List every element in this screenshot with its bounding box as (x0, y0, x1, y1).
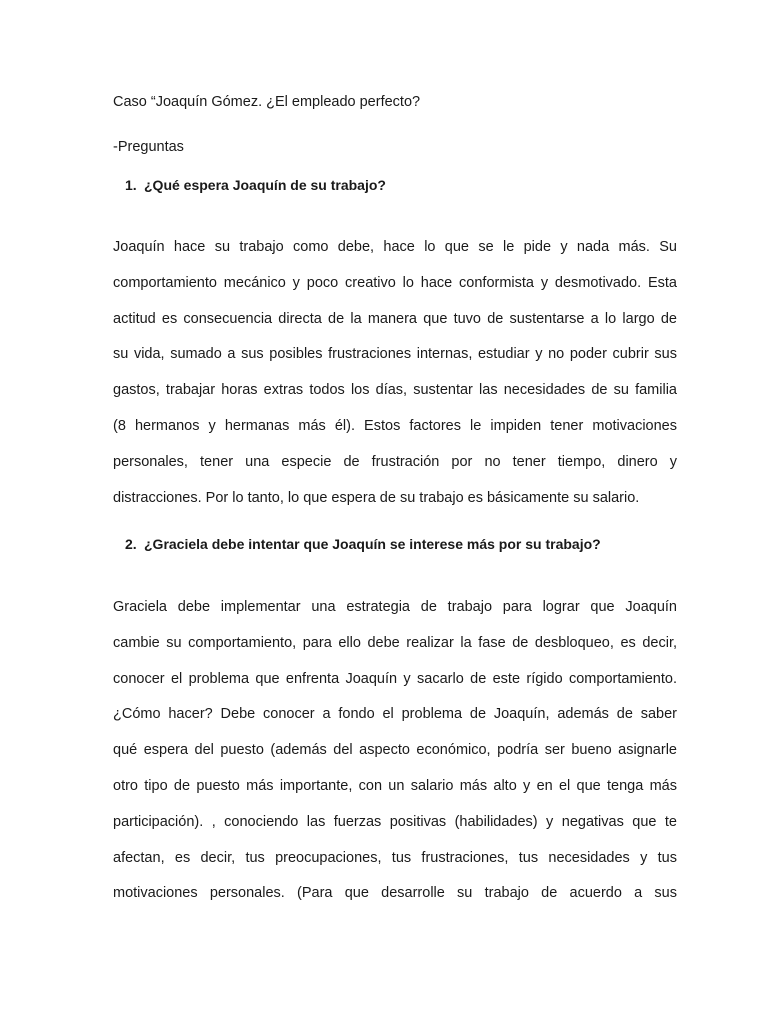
question-number: 2. (125, 536, 137, 552)
question-text: ¿Graciela debe intentar que Joaquín se interese más por su trabajo? (144, 536, 601, 552)
paragraph-line: participación). , conociendo las fuerzas positivas (habilidades) y negativas que te (113, 813, 677, 830)
paragraph-line: qué espera del puesto (además del aspecto económico, podría ser bueno asignarle (113, 742, 677, 759)
answer-paragraph-1 (113, 230, 677, 516)
paragraph-line: conocer el problema que enfrenta Joaquín y sacarlo de este rígido comportamiento. (113, 670, 677, 687)
document-title: Caso “Joaquín Gómez. ¿El empleado perfecto? (113, 94, 421, 110)
question-1 (125, 177, 386, 193)
paragraph-line: actitud es consecuencia directa de la manera que tuvo de sustentarse a lo largo de (113, 310, 677, 327)
paragraph-line: afectan, es decir, tus preocupaciones, tus frustraciones, tus necesidades y tus (113, 849, 677, 866)
paragraph-line: gastos, trabajar horas extras todos los días, sustentar las necesidades de su familia (113, 382, 677, 399)
paragraph-line: (8 hermanos y hermanas más él). Estos factores le impiden tener motivaciones (113, 417, 677, 434)
paragraph-line: comportamiento mecánico y poco creativo lo hace conformista y desmotivado. Esta (113, 274, 677, 291)
paragraph-line: otro tipo de puesto más importante, con un salario más alto y en el que tenga más (113, 777, 677, 794)
paragraph-line: cambie su comportamiento, para ello debe realizar la fase de desbloqueo, es decir, (113, 634, 677, 651)
question-text: ¿Qué espera Joaquín de su trabajo? (144, 177, 386, 193)
answer-paragraph-2 (113, 590, 677, 912)
paragraph-line: personales, tener una especie de frustración por no tener tiempo, dinero y (113, 453, 677, 470)
question-2 (125, 536, 601, 552)
paragraph-line: Joaquín hace su trabajo como debe, hace lo que se le pide y nada más. Su (113, 239, 677, 255)
paragraph-line: distracciones. Por lo tanto, lo que espera de su trabajo es básicamente su salario. (113, 489, 640, 506)
section-label: -Preguntas (113, 139, 184, 155)
paragraph-line: su vida, sumado a sus posibles frustraciones internas, estudiar y no poder cubrir sus (113, 346, 677, 363)
question-number: 1. (125, 177, 137, 193)
paragraph-line: motivaciones personales. (Para que desarrolle su trabajo de acuerdo a sus (113, 885, 677, 902)
paragraph-line: ¿Cómo hacer? Debe conocer a fondo el problema de Joaquín, además de saber (113, 706, 677, 723)
paragraph-line: Graciela debe implementar una estrategia de trabajo para lograr que Joaquín (113, 599, 677, 615)
